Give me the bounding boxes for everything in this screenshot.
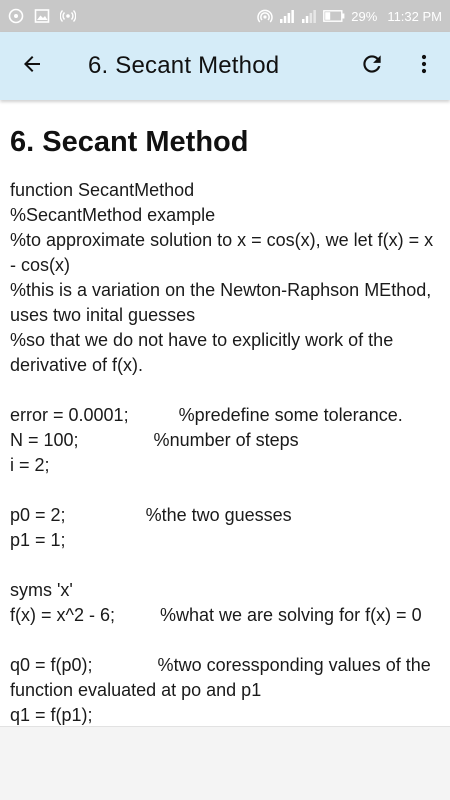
more-vert-icon — [412, 52, 436, 81]
back-arrow-icon — [20, 52, 44, 81]
code-paragraph — [10, 178, 440, 378]
app-bar-actions — [346, 32, 450, 100]
code-line: p1 = 1; — [10, 530, 66, 550]
hotspot-icon — [257, 8, 273, 24]
more-options-button[interactable] — [398, 32, 450, 100]
clock: 11:32 PM — [387, 8, 442, 24]
code-paragraph — [10, 653, 440, 726]
code-line: function SecantMethod — [10, 180, 195, 200]
back-button[interactable] — [0, 32, 64, 100]
code-line: %SecantMethod example — [10, 205, 216, 225]
code-line: error = 0.0001; %predefine some tolerance. — [10, 405, 403, 425]
code-paragraph — [10, 503, 440, 553]
radio-icon — [60, 8, 76, 24]
code-line: p0 = 2; %the two guesses — [10, 505, 292, 525]
code-paragraph — [10, 578, 440, 628]
code-line: %so that we do not have to explicitly work of the derivative of f(x). — [10, 330, 399, 375]
article-content[interactable] — [0, 100, 450, 726]
code-line: q1 = f(p1); — [10, 705, 93, 725]
code-line: N = 100; %number of steps — [10, 430, 299, 450]
status-right-icons — [257, 8, 442, 24]
status-left-icons — [8, 8, 76, 24]
code-line: %this is a variation on the Newton-Raphson MEthod, uses two inital guesses — [10, 280, 437, 325]
refresh-icon — [359, 51, 385, 82]
refresh-button[interactable] — [346, 32, 398, 100]
code-line: %to approximate solution to x = cos(x), we let f(x) = x - cos(x) — [10, 230, 439, 275]
notification-icon — [8, 8, 24, 24]
page-heading: 6. Secant Method — [10, 126, 249, 158]
status-bar — [0, 0, 450, 32]
app-bar — [0, 32, 450, 100]
code-listing — [10, 178, 440, 726]
code-line: i = 2; — [10, 455, 50, 475]
battery-icon — [323, 8, 345, 24]
app-bar-title: 6. Secant Method — [88, 52, 280, 79]
code-line: q0 = f(p0); %two coressponding values of the function evaluated at po and p1 — [10, 655, 436, 700]
code-line: f(x) = x^2 - 6; %what we are solving for f(x) = 0 — [10, 605, 422, 625]
signal-icon-2 — [301, 8, 317, 24]
code-line: syms 'x' — [10, 580, 73, 600]
image-icon — [34, 8, 50, 24]
code-paragraph — [10, 403, 440, 478]
bottom-area — [0, 726, 450, 800]
battery-percent: 29% — [351, 8, 378, 24]
signal-icon — [279, 8, 295, 24]
